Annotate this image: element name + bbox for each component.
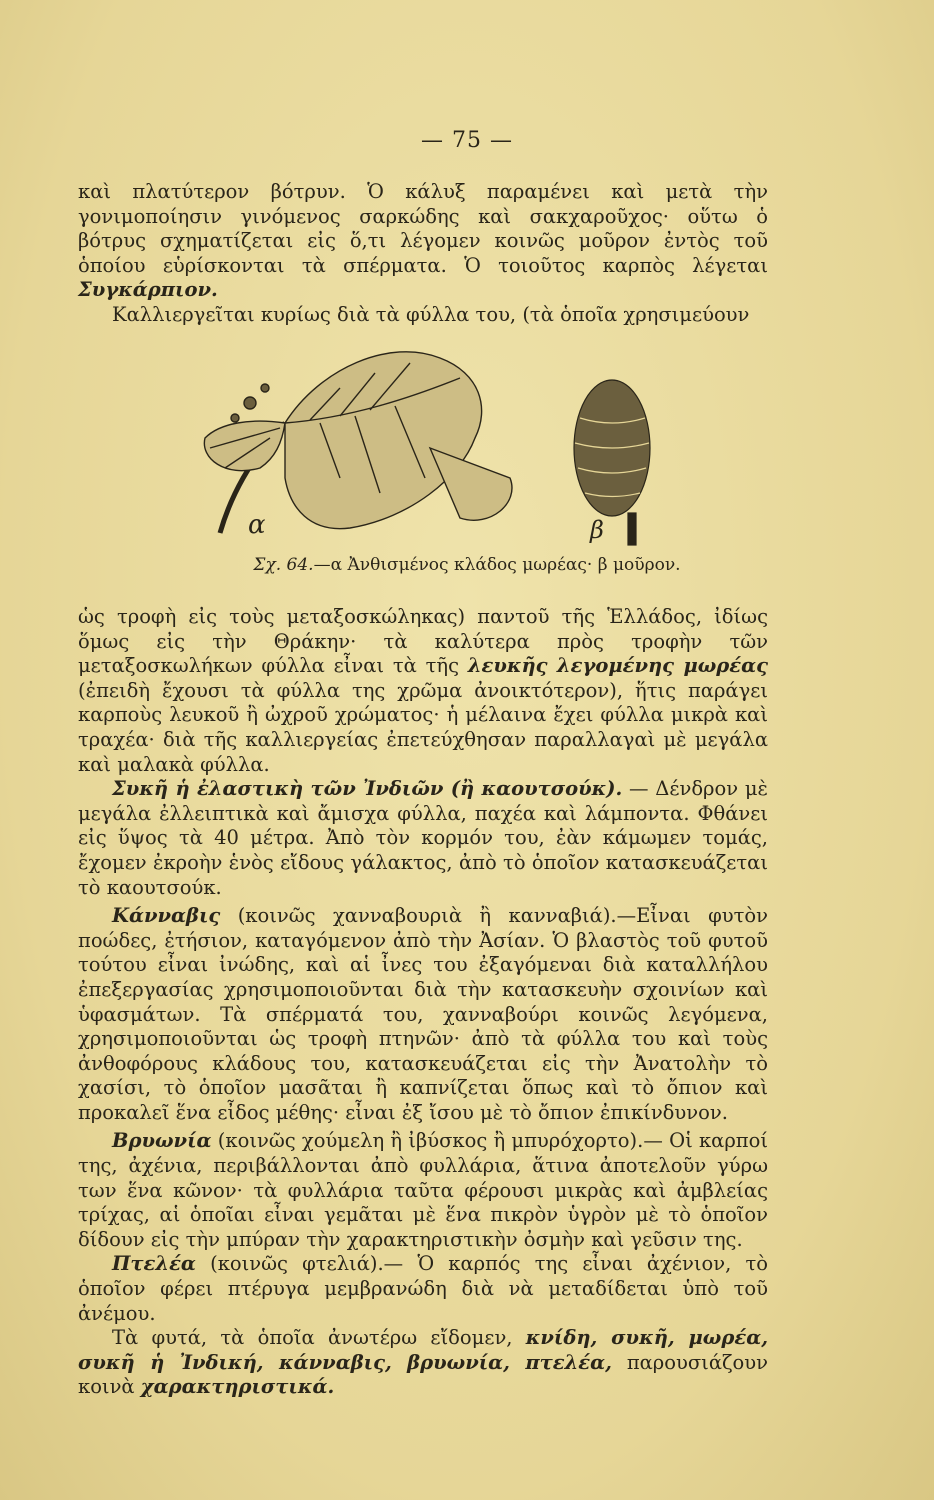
term-syncarpium: Συγκάρπιον. bbox=[78, 278, 218, 302]
paragraph-elm bbox=[78, 1252, 768, 1326]
paragraph-cultivation: Καλλιεργεῖται κυρίως διὰ τὰ φύλλα του, (τὰ ὁποῖα χρησιμεύουν bbox=[112, 302, 750, 326]
paragraph-syncarpium bbox=[78, 180, 768, 303]
summary-terms: κνίδη, συκῆ, μωρέα, συκῆ ἡ Ἰνδική, κάνναβις, βρυωνία, πτελέα, bbox=[78, 1326, 768, 1374]
figure-caption-text: —α Ἀνθισμένος κλάδος μωρέας· β μοῦρον. bbox=[313, 555, 681, 575]
paragraph-summary bbox=[78, 1326, 768, 1400]
term-hops: Βρυωνία bbox=[112, 1129, 212, 1153]
rubber-fig-text: — Δένδρον μὲ μεγάλα ἐλλειπτικὰ καὶ ἄμισχα φύλλα, παχέα καὶ λάμποντα. Φθάνει εἰς ὕψος τὰ 40 μέτρα. Ἀπὸ τὸν κορμόν του, ἐὰν κάμωμεν τομάς, ἔχομεν ἐκροὴν ἑνὸς εἴδους γάλακτος, ἀπὸ τὸ ὁποῖον κατασκευάζεται τὸ καουτσούκ. bbox=[78, 777, 768, 899]
figure-caption bbox=[0, 555, 934, 575]
paragraph-rubber-fig bbox=[78, 777, 768, 900]
paragraph-mulberry bbox=[78, 605, 768, 777]
mulberry-text-1: ὡς τροφὴ εἰς τοὺς μεταξοσκώληκας) παντοῦ τῆς Ἑλλάδος, ἰδίως ὅμως εἰς τὴν Θράκην· τὰ καλύτερα πρὸς τροφὴν τῶν μεταξοσκωλήκων φύλλα εἶναι τὰ τῆς bbox=[78, 605, 768, 678]
hops-text: (κοινῶς χούμελη ἢ ἰβύσκος ἢ μπυρόχορτο).— Οἱ καρποί της, ἀχένια, περιβάλλονται ἀπὸ φυλλάρια, ἅτινα ἀποτελοῦν γύρω των ἕνα κῶνον· τὰ φυλλάρια ταῦτα φέρουσι μικρὰς καὶ ἀμβλείας τρίχας, αἱ ὁποῖαι εἶναι γεμᾶται μὲ ἕνα πικρὸν ὑγρὸν μὲ τὸ ὁποῖον δίδουν εἰς τὴν μπύραν τὴν χαρακτηριστικὴν ὀσμὴν καὶ γεῦσιν της. bbox=[78, 1129, 768, 1251]
label-b: β bbox=[590, 516, 604, 544]
label-a: α bbox=[248, 510, 266, 540]
summary-end: χαρακτηριστικά. bbox=[140, 1375, 335, 1399]
summary-text-1: Τὰ φυτά, τὰ ὁποῖα ἀνωτέρω εἴδομεν, bbox=[112, 1326, 526, 1350]
term-rubber-fig: Συκῆ ἡ ἐλαστικὴ τῶν Ἰνδιῶν (ἢ καουτσούκ). bbox=[112, 777, 623, 801]
term-elm: Πτελέα bbox=[112, 1252, 196, 1276]
mulberry-fruit-illustration bbox=[574, 380, 650, 545]
page-number: — 75 — bbox=[421, 128, 513, 153]
paragraph-hops bbox=[78, 1129, 768, 1252]
paragraph-cannabis bbox=[78, 904, 768, 1125]
figure-number: Σχ. 64. bbox=[253, 555, 314, 575]
flowering-branch-illustration bbox=[204, 352, 512, 533]
elm-text: (κοινῶς φτελιά).— Ὁ καρπός της εἶναι ἀχένιον, τὸ ὁποῖον φέρει πτέρυγα μεμβρανώδη διὰ νὰ μεταδίδεται ὑπὸ τοῦ ἀνέμου. bbox=[78, 1252, 768, 1325]
syncarpium-text: καὶ πλατύτερον βότρυν. Ὁ κάλυξ παραμένει καὶ μετὰ τὴν γονιμοποίησιν γινόμενος σαρκώδης καὶ σακχαροῦχος· οὕτω ὁ βότρυς σχηματίζεται εἰς ὅ,τι λέγομεν κοινῶς μοῦρον ἐντὸς τοῦ ὁποίου εὑρίσκονται τὰ σπέρματα. Ὁ τοιοῦτος καρπὸς λέγεται bbox=[78, 180, 768, 277]
summary-text-2: παρουσιάζουν κοινὰ bbox=[78, 1350, 769, 1399]
cannabis-text: (κοινῶς χανναβουριὰ ἢ κανναβιά).—Εἶναι φυτὸν ποώδες, ἐτήσιον, καταγόμενον ἀπὸ τὴν Ἀσίαν. Ὁ βλαστὸς τοῦ φυτοῦ τούτου εἶναι ἰνώδης, καὶ αἱ ἶνες του ἐξαγόμεναι διὰ καταλλήλου ἐπεξεργασίας χρησιμοποιοῦνται διὰ τὴν κατασκευὴν σχοινίων καὶ ὑφασμάτων. Τὰ σπέρματά του, χανναβούρι κοινῶς λεγόμενα, χρησιμοποιοῦνται ὡς τροφὴ πτηνῶν· ἀπὸ τὰ φύλλα του καὶ τοὺς ἀνθοφόρους κλάδους του, κατασκευάζεται εἰς τὴν Ἀνατολὴν τὸ χασίσι, τὸ ὁποῖον μασᾶται ἢ καπνίζεται ὅπως καὶ τὸ ὄπιον καὶ προκαλεῖ ἕνα εἶδος μέθης· εἶναι ἐξ ἴσου μὲ τὸ ὄπιον ἐπικίνδυνον. bbox=[78, 904, 768, 1124]
top-text-block bbox=[78, 180, 768, 328]
mulberry-figure bbox=[190, 328, 670, 558]
mulberry-text-2: (ἐπειδὴ ἔχουσι τὰ φύλλα της χρῶμα ἀνοικτότερον), ἥτις παράγει καρποὺς λευκοῦ ἢ ὠχροῦ χρώματος· ἡ μέλαινα ἔχει φύλλα μικρὰ καὶ τραχέα· διὰ τῆς καλλιεργείας ἐπετεύχθησαν παραλλαγαὶ μὲ μεγάλα καὶ μαλακὰ φύλλα. bbox=[78, 678, 768, 776]
term-cannabis: Κάνναβις bbox=[112, 904, 221, 928]
term-white-mulberry: λευκῆς λεγομένης μωρέας bbox=[467, 654, 768, 678]
main-text-block bbox=[78, 605, 768, 1400]
